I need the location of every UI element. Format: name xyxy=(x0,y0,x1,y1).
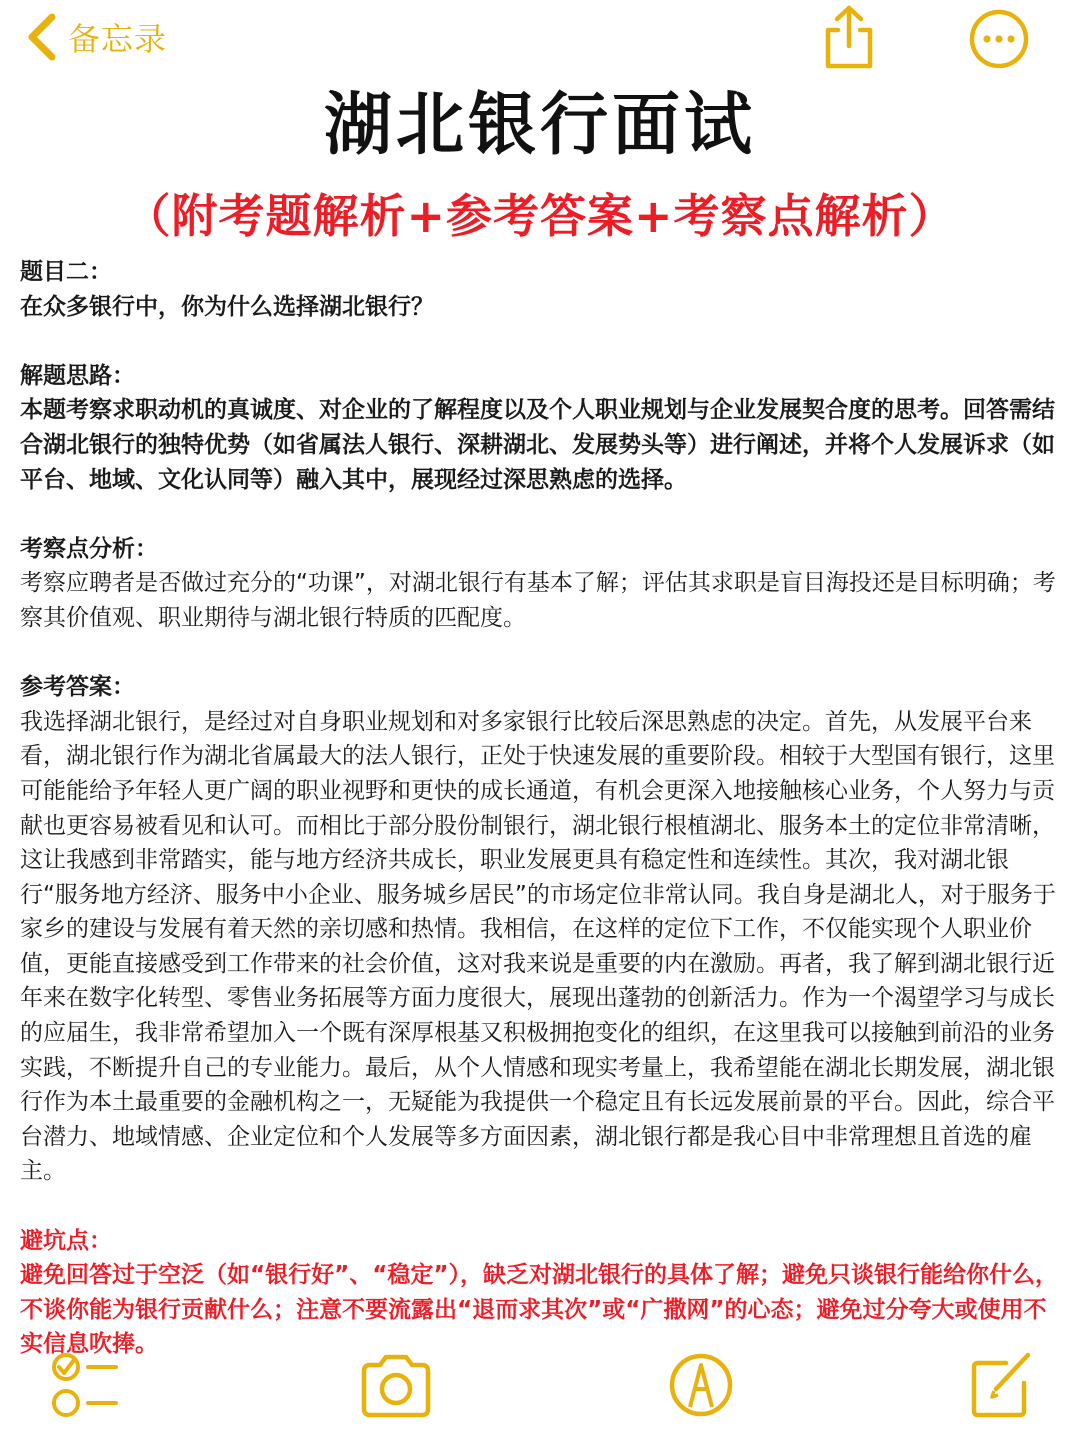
spacer xyxy=(20,1189,1060,1224)
compose-icon[interactable] xyxy=(968,1349,1034,1421)
top-bar xyxy=(0,0,1080,80)
more-icon[interactable] xyxy=(968,8,1030,70)
pitfall-label: 避坑点： xyxy=(20,1227,112,1254)
answer-label: 参考答案： xyxy=(20,674,135,701)
chevron-left-icon xyxy=(22,11,62,63)
note-body[interactable] xyxy=(20,255,1060,1362)
spacer xyxy=(20,636,1060,671)
note-subtitle: （附考题解析+参考答案+考察点解析） xyxy=(124,189,956,243)
markup-pen-icon[interactable] xyxy=(668,1349,734,1421)
approach-label: 解题思路： xyxy=(20,362,135,389)
back-button[interactable] xyxy=(22,10,167,64)
checklist-icon[interactable] xyxy=(50,1347,122,1423)
answer-text: 我选择湖北银行，是经过对自身职业规划和对多家银行比较后深思熟虑的决定。首先，从发展平台来看，湖北银行作为湖北省属最大的法人银行，正处于快速发展的重要阶段。相较于大型国有银行，这里可能能给予年轻人更广阔的职业视野和更快的成长通道，有机会更深入地接触核心业务，个人努力与贡献也更容易被看见和认可。而相比于部分股份制银行，湖北银行根植湖北、服务本土的定位非常清晰，这让我感到非常踏实，能与地方经济共成长，职业发展更具有稳定性和连续性。其次，我对湖北银行“服务地方经济、服务中小企业、服务城乡居民”的市场定位非常认同。我自身是湖北人，对于服务于家乡的建设与发展有着天然的亲切感和热情。我相信，在这样的定位下工作，不仅能实现个人职业价值，更能直接感受到工作带来的社会价值，这对我来说是重要的内在激励。再者，我了解到湖北银行近年来在数字化转型、零售业务拓展等方面力度很大，展现出蓬勃的创新活力。作为一个渴望学习与成长的应届生，我非常希望加入一个既有深厚根基又积极拥抱变化的组织，在这里我可以接触到前沿的业务实践，不断提升自己的专业能力。最后，从个人情感和现实考量上，我希望能在湖北长期发展，湖北银行作为本土最重要的金融机构之一，无疑能为我提供一个稳定且有长远发展前景的平台。因此，综合平台潜力、地域情感、企业定位和个人发展等多方面因素，湖北银行都是我心目中非常理想且首选的雇主。 xyxy=(20,708,1056,1185)
analysis-label: 考察点分析： xyxy=(20,535,158,562)
approach-text: 本题考察求职动机的真诚度、对企业的了解程度以及个人职业规划与企业发展契合度的思考。回答需结合湖北银行的独特优势（如省属法人银行、深耕湖北、发展势头等）进行阐述，并将个人发展诉求（如平台、地域、文化认同等）融入其中，展现经过深思熟虑的选择。 xyxy=(20,397,1055,493)
question-label: 题目二： xyxy=(20,259,112,285)
back-label: 备忘录 xyxy=(68,20,168,58)
camera-icon[interactable] xyxy=(358,1353,434,1419)
pitfall-text: 避免回答过于空泛（如“银行好”、“稳定”），缺乏对湖北银行的具体了解；避免只谈银行能给你什么，不谈你能为银行贡献什么；注意不要流露出“退而求其次”或“广撒网”的心态；避免过分夸大或使用不实信息吹捧。 xyxy=(20,1262,1058,1358)
spacer xyxy=(20,497,1060,532)
bottom-toolbar xyxy=(0,1335,1080,1440)
question-text: 在众多银行中，你为什么选择湖北银行？ xyxy=(20,293,434,320)
analysis-text: 考察应聘者是否做过充分的“功课”，对湖北银行有基本了解；评估其求职是盲目海投还是目标明确；考察其价值观、职业期待与湖北银行特质的匹配度。 xyxy=(20,570,1056,631)
share-icon[interactable] xyxy=(820,4,878,70)
note-title: 湖北银行面试 xyxy=(323,86,756,165)
spacer xyxy=(20,324,1060,359)
